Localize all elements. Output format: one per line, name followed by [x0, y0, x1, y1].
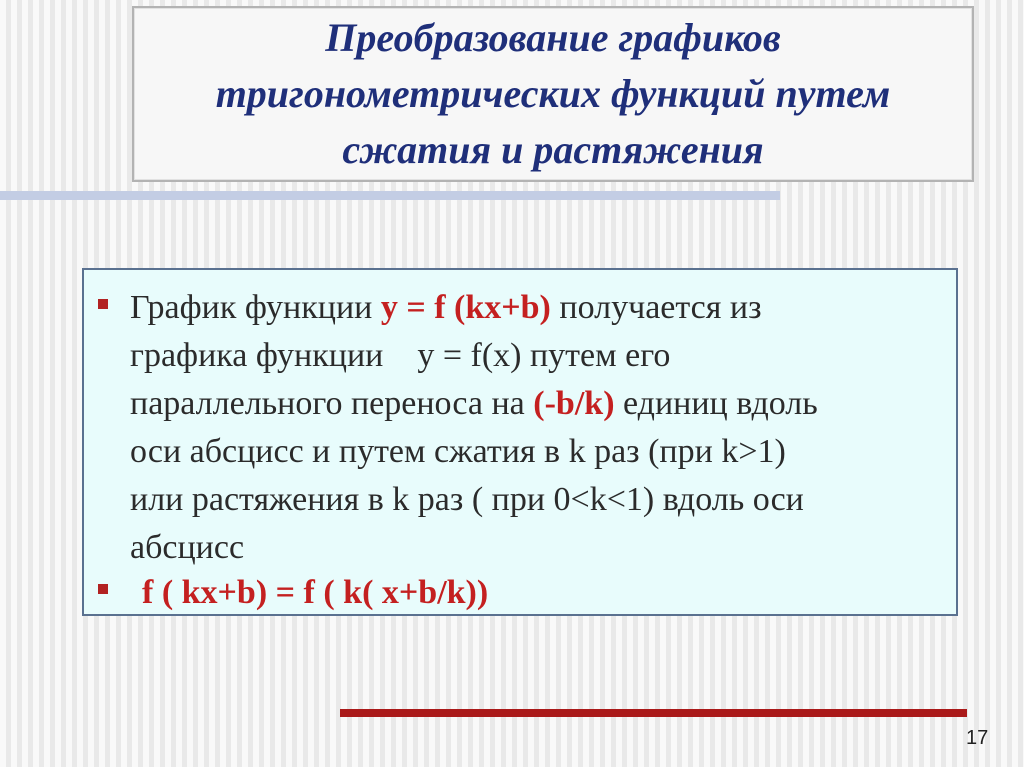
formula-highlight: y = f (kx+b) — [380, 289, 551, 326]
paragraph-line-5: или растяжения в k раз ( при 0<k<1) вдоль оси — [130, 481, 804, 518]
paragraph-text: График функции — [130, 289, 381, 326]
slide-title-line-2: тригонометрических функций путем — [215, 71, 891, 116]
shift-highlight: (-b/k) — [533, 385, 615, 422]
paragraph-text: получается из — [550, 289, 762, 326]
title-underline-rule — [0, 191, 780, 200]
slide-title-box — [132, 6, 974, 182]
square-bullet-icon — [98, 299, 108, 309]
paragraph-text: параллельного переноса на — [130, 385, 534, 422]
formula-line: f ( kx+b) = f ( k( x+b/k)) — [142, 574, 489, 611]
paragraph-text: единиц вдоль — [614, 385, 818, 422]
paragraph-line-6: абсцисс — [130, 529, 245, 566]
slide-title-line-1: Преобразование графиков — [325, 15, 781, 60]
page-number: 17 — [966, 727, 989, 749]
square-bullet-icon — [98, 584, 108, 594]
slide-title-line-3: сжатия и растяжения — [342, 127, 764, 172]
paragraph-line-1 — [130, 284, 762, 332]
footer-accent-rule — [340, 709, 967, 717]
paragraph-line-3 — [130, 380, 818, 428]
content-box — [82, 268, 958, 616]
paragraph-line-2: графика функции y = f(x) путем его — [130, 337, 671, 374]
paragraph-line-4: оси абсцисс и путем сжатия в k раз (при k>1) — [130, 433, 786, 470]
